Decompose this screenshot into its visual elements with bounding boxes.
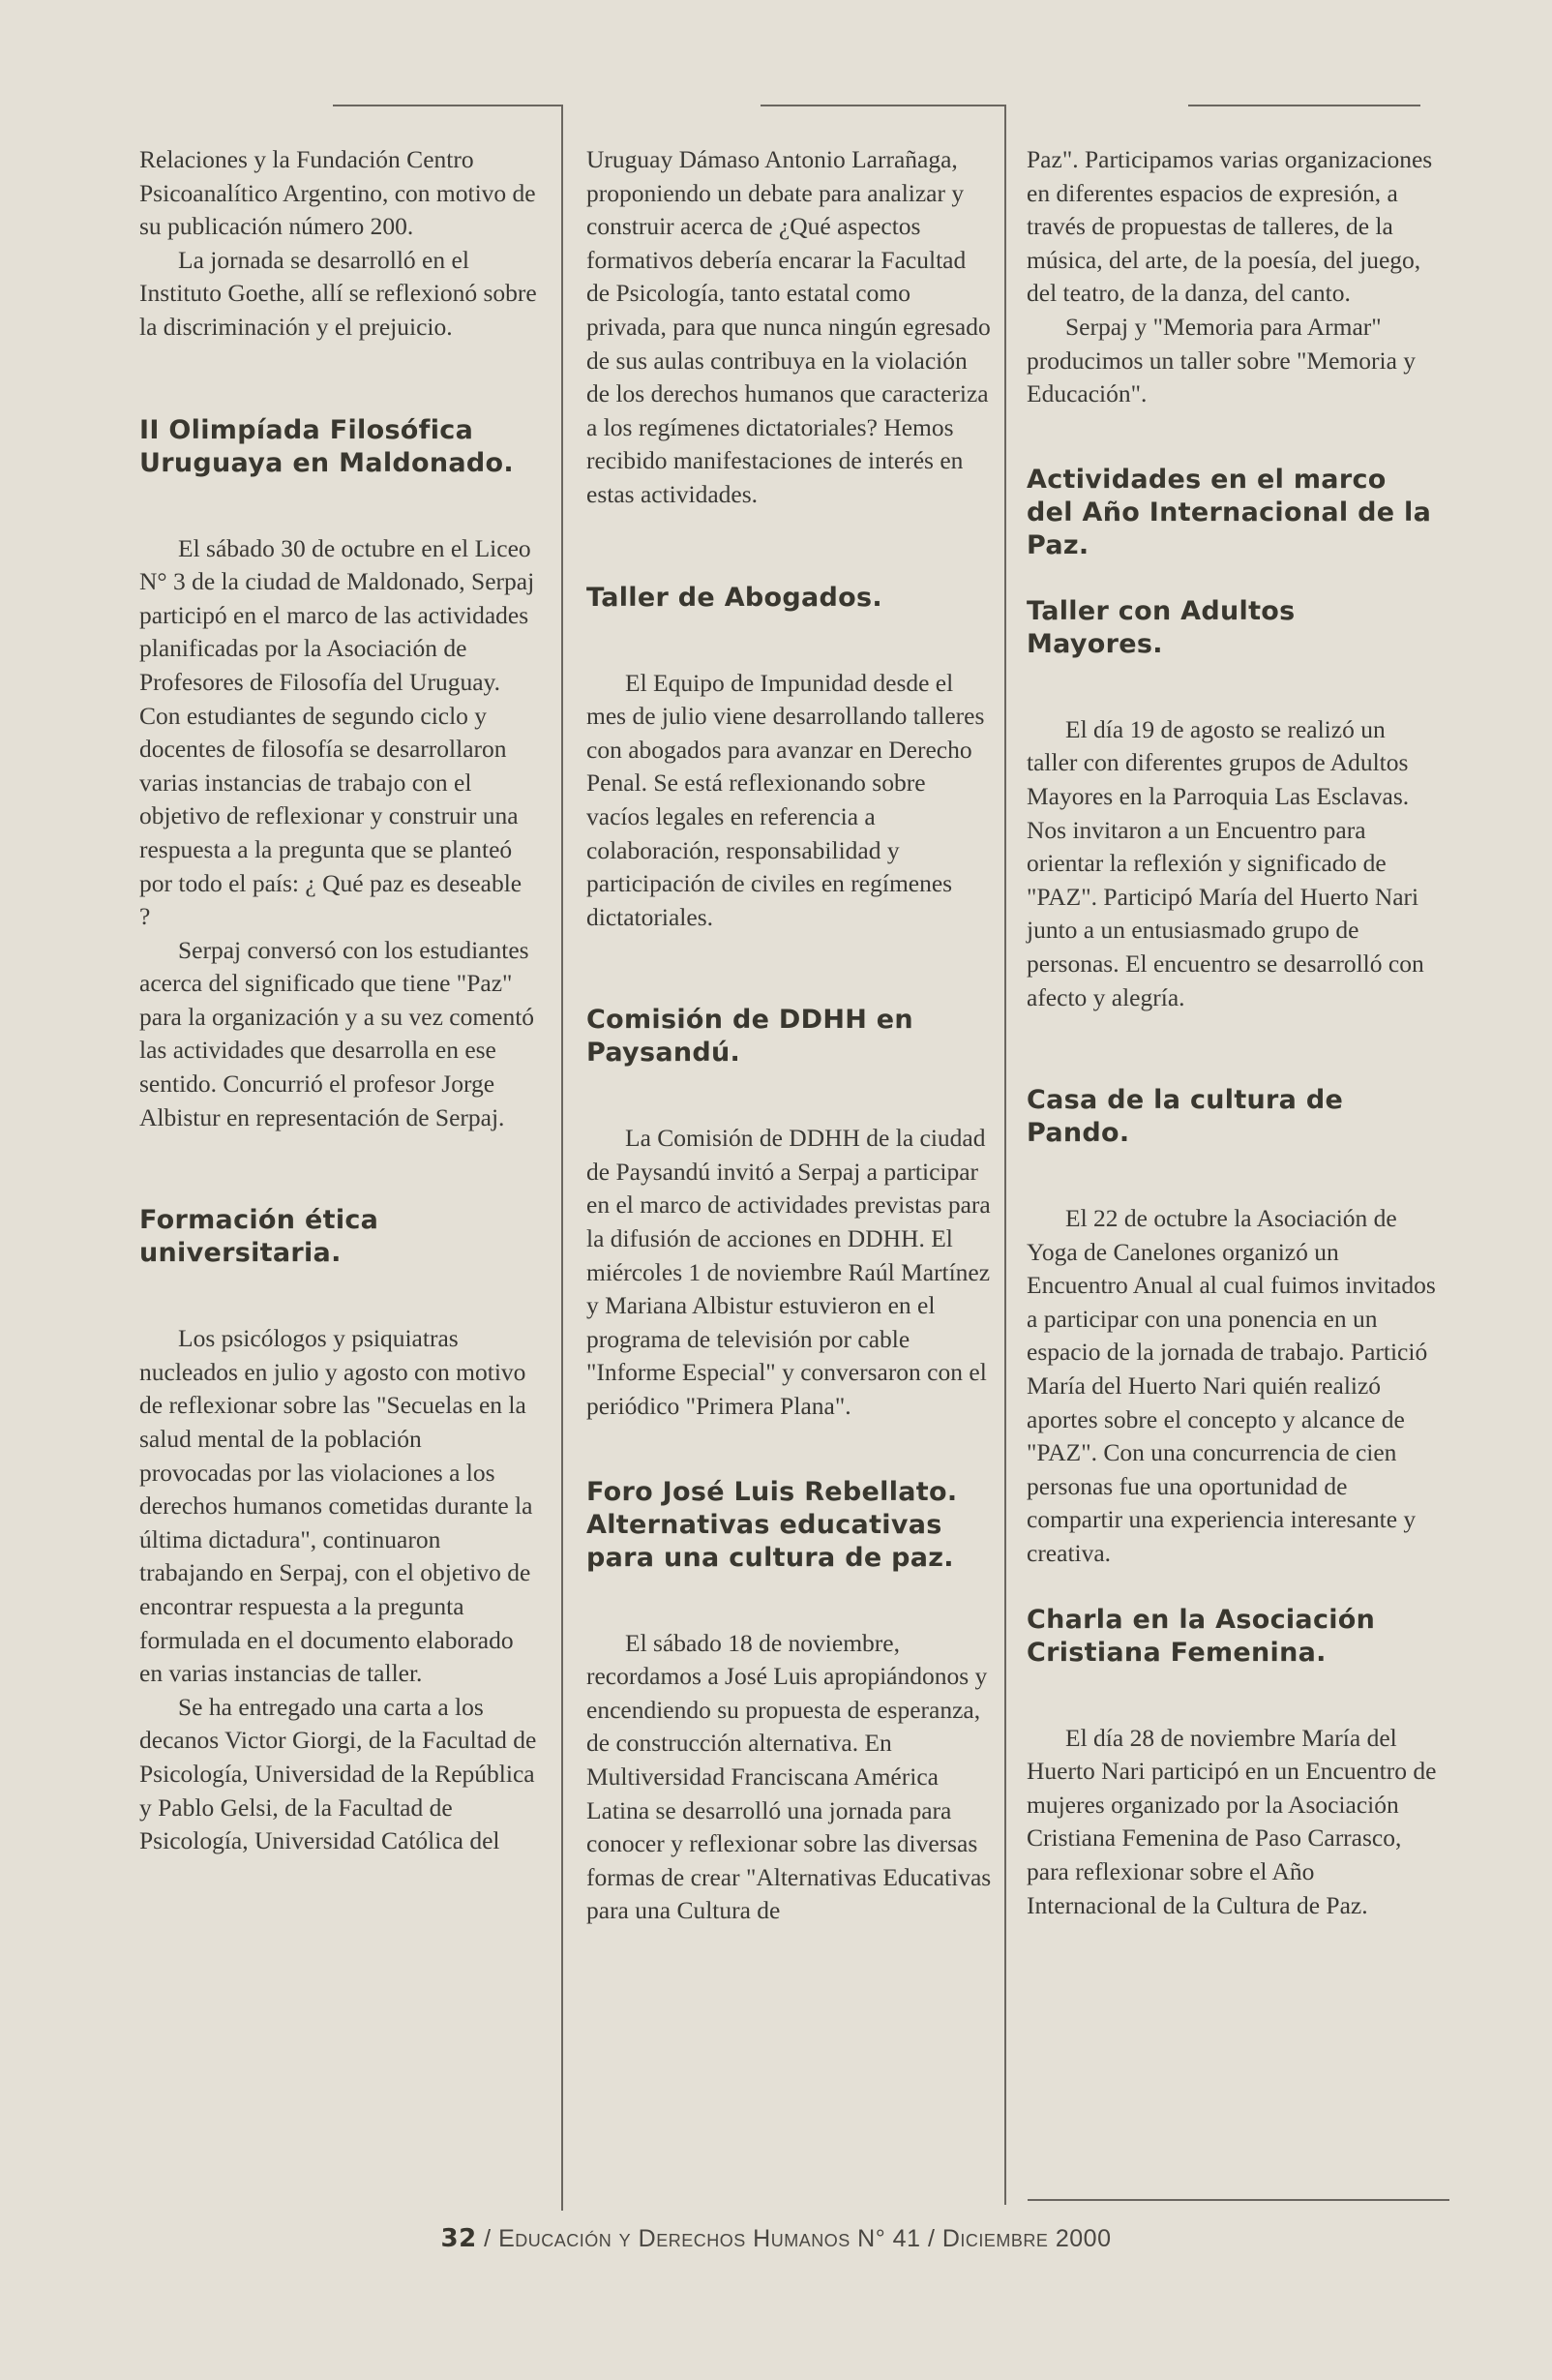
issue-number: N° 41 xyxy=(857,2225,921,2252)
publication-date: Diciembre 2000 xyxy=(941,2225,1112,2252)
paragraph: El Equipo de Impunidad desde el mes de julio viene desarrollando talleres con abogados para avanzar en Derecho Penal. Se está reflexionando sobre vacíos legales en referencia a colaboración, responsabilidad y participación de civiles en regímenes dictatoriales. xyxy=(586,668,985,931)
section-heading: II Olimpíada Filosófica Uruguaya en Maldonado. xyxy=(139,414,514,478)
paragraph: El día 19 de agosto se realizó un taller con diferentes grupos de Adultos Mayores en la Parroquia Las Esclavas. Nos invitaron a un Encuentro para orientar la reflexión y significado de "PAZ". Participó María del Huerto Nari junto a un entusiasmado grupo de personas. El encuentro se desarrolló con afecto y alegría. xyxy=(1027,714,1424,1011)
top-rule-middle xyxy=(761,105,1004,106)
paragraph: Relaciones y la Fundación Centro Psicoanalítico Argentino, con motivo de su publicación número 200. xyxy=(139,145,536,241)
footer-separator: / xyxy=(927,2225,936,2252)
page-number: 32 xyxy=(440,2224,477,2253)
column-divider-left xyxy=(561,105,563,2211)
paragraph: Serpaj conversó con los estudiantes acerca del significado que tiene "Paz" para la organización y a su vez comentó las actividades que desarrolla en ese sentido. Concurrió el profesor Jorge Albistur en representación de Serpaj. xyxy=(139,935,535,1131)
paragraph: Uruguay Dámaso Antonio Larrañaga, proponiendo un debate para analizar y construir acerca de ¿Qué aspectos formativos debería encarar la Facultad de Psicología, tanto estatal como privada, para que nunca ningún egresado de sus aulas contribuya en la violación de los derechos humanos que caracteriza a los regímenes dictatoriales? Hemos recibido manifestaciones de interés en estas actividades. xyxy=(586,145,991,508)
paragraph: El sábado 30 de octubre en el Liceo N° 3 de la ciudad de Maldonado, Serpaj participó en el marco de las actividades planificadas por la Asociación de Profesores de Filosofía del Uruguay. Con estudiantes de segundo ciclo y docentes de filosofía se desarrollaron varias instancias de trabajo con el objetivo de reflexionar y construir una respuesta a la pregunta que se planteó por todo el país: ¿ Qué paz es deseable ? xyxy=(139,533,535,931)
column-divider-right xyxy=(1004,105,1006,2205)
paragraph: Paz". Participamos varias organizaciones en diferentes espacios de expresión, a través de propuestas de talleres, de la música, del arte, de la poesía, del juego, del teatro, de la danza, del canto. xyxy=(1027,145,1433,308)
top-rule-right xyxy=(1188,105,1420,106)
section-heading: Formación ética universitaria. xyxy=(139,1205,379,1269)
section-heading: Taller de Abogados. xyxy=(586,582,882,613)
paragraph: Serpaj y "Memoria para Armar" producimos un taller sobre "Memoria y Educación". xyxy=(1027,312,1417,408)
paragraph: Los psicólogos y psiquiatras nucleados en julio y agosto con motivo de reflexionar sobre las "Secuelas en la salud mental de la población provocadas por las violaciones a los derechos humanos cometidas durante la última dictadura", continuaron trabajando en Serpaj, con el objetivo de encontrar respuesta a la pregunta formulada en el documento elaborado en varias instancias de taller. xyxy=(139,1324,533,1688)
paragraph: El día 28 de noviembre María del Huerto Nari participó en un Encuentro de mujeres organizado por la Asociación Cristiana Femenina de Paso Carrasco, para reflexionar sobre el Año Internacional de la Cultura de Paz. xyxy=(1027,1723,1437,1919)
footer-separator: / xyxy=(484,2225,492,2252)
column-3 xyxy=(1027,143,1438,1922)
paragraph: Se ha entregado una carta a los decanos Victor Giorgi, de la Facultad de Psicología, Universidad de la República y Pablo Gelsi, de la Facultad de Psicología, Universidad Católica del xyxy=(139,1692,537,1855)
section-heading: Charla en la Asociación Cristiana Femenina. xyxy=(1027,1604,1376,1668)
bottom-rule-right xyxy=(1028,2199,1449,2201)
paragraph: La jornada se desarrolló en el Instituto Goethe, allí se reflexionó sobre la discriminación y el prejuicio. xyxy=(139,245,537,341)
section-heading: Actividades en el marco del Año Internacional de la Paz. xyxy=(1027,464,1432,560)
publication-name: Educación y Derechos Humanos xyxy=(498,2225,851,2252)
page-footer xyxy=(0,2224,1552,2253)
paragraph: El sábado 18 de noviembre, recordamos a José Luis apropiándonos y encendiendo su propuesta de esperanza, de construcción alternativa. En Multiversidad Franciscana América Latina se desarrolló una jornada para conocer y reflexionar sobre las diversas formas de crear "Alternativas Educativas para una Cultura de xyxy=(586,1628,992,1925)
column-2 xyxy=(586,143,993,1928)
paragraph: La Comisión de DDHH de la ciudad de Paysandú invitó a Serpaj a participar en el marco de actividades previstas para la difusión de acciones en DDHH. El miércoles 1 de noviembre Raúl Martínez y Mariana Albistur estuvieron en el programa de televisión por cable "Informe Especial" y conversaron con el periódico "Primera Plana". xyxy=(586,1124,991,1421)
section-heading: Casa de la cultura de Pando. xyxy=(1027,1085,1344,1149)
section-heading: Foro José Luis Rebellato. Alternativas educativas para una cultura de paz. xyxy=(586,1476,958,1573)
paragraph: El 22 de octubre la Asociación de Yoga de Canelones organizó un Encuentro Anual al cual fuimos invitados a participar con una ponencia en un espacio de la jornada de trabajo. Partició María del Huerto Nari quién realizó aportes sobre el concepto y alcance de "PAZ". Con una concurrencia de cien personas fue una oportunidad de compartir una experiencia interesante y creativa. xyxy=(1027,1204,1436,1568)
column-1 xyxy=(139,143,538,1858)
section-heading: Taller con Adultos Mayores. xyxy=(1027,595,1296,659)
top-rule-left xyxy=(333,105,561,106)
section-heading: Comisión de DDHH en Paysandú. xyxy=(586,1005,913,1069)
